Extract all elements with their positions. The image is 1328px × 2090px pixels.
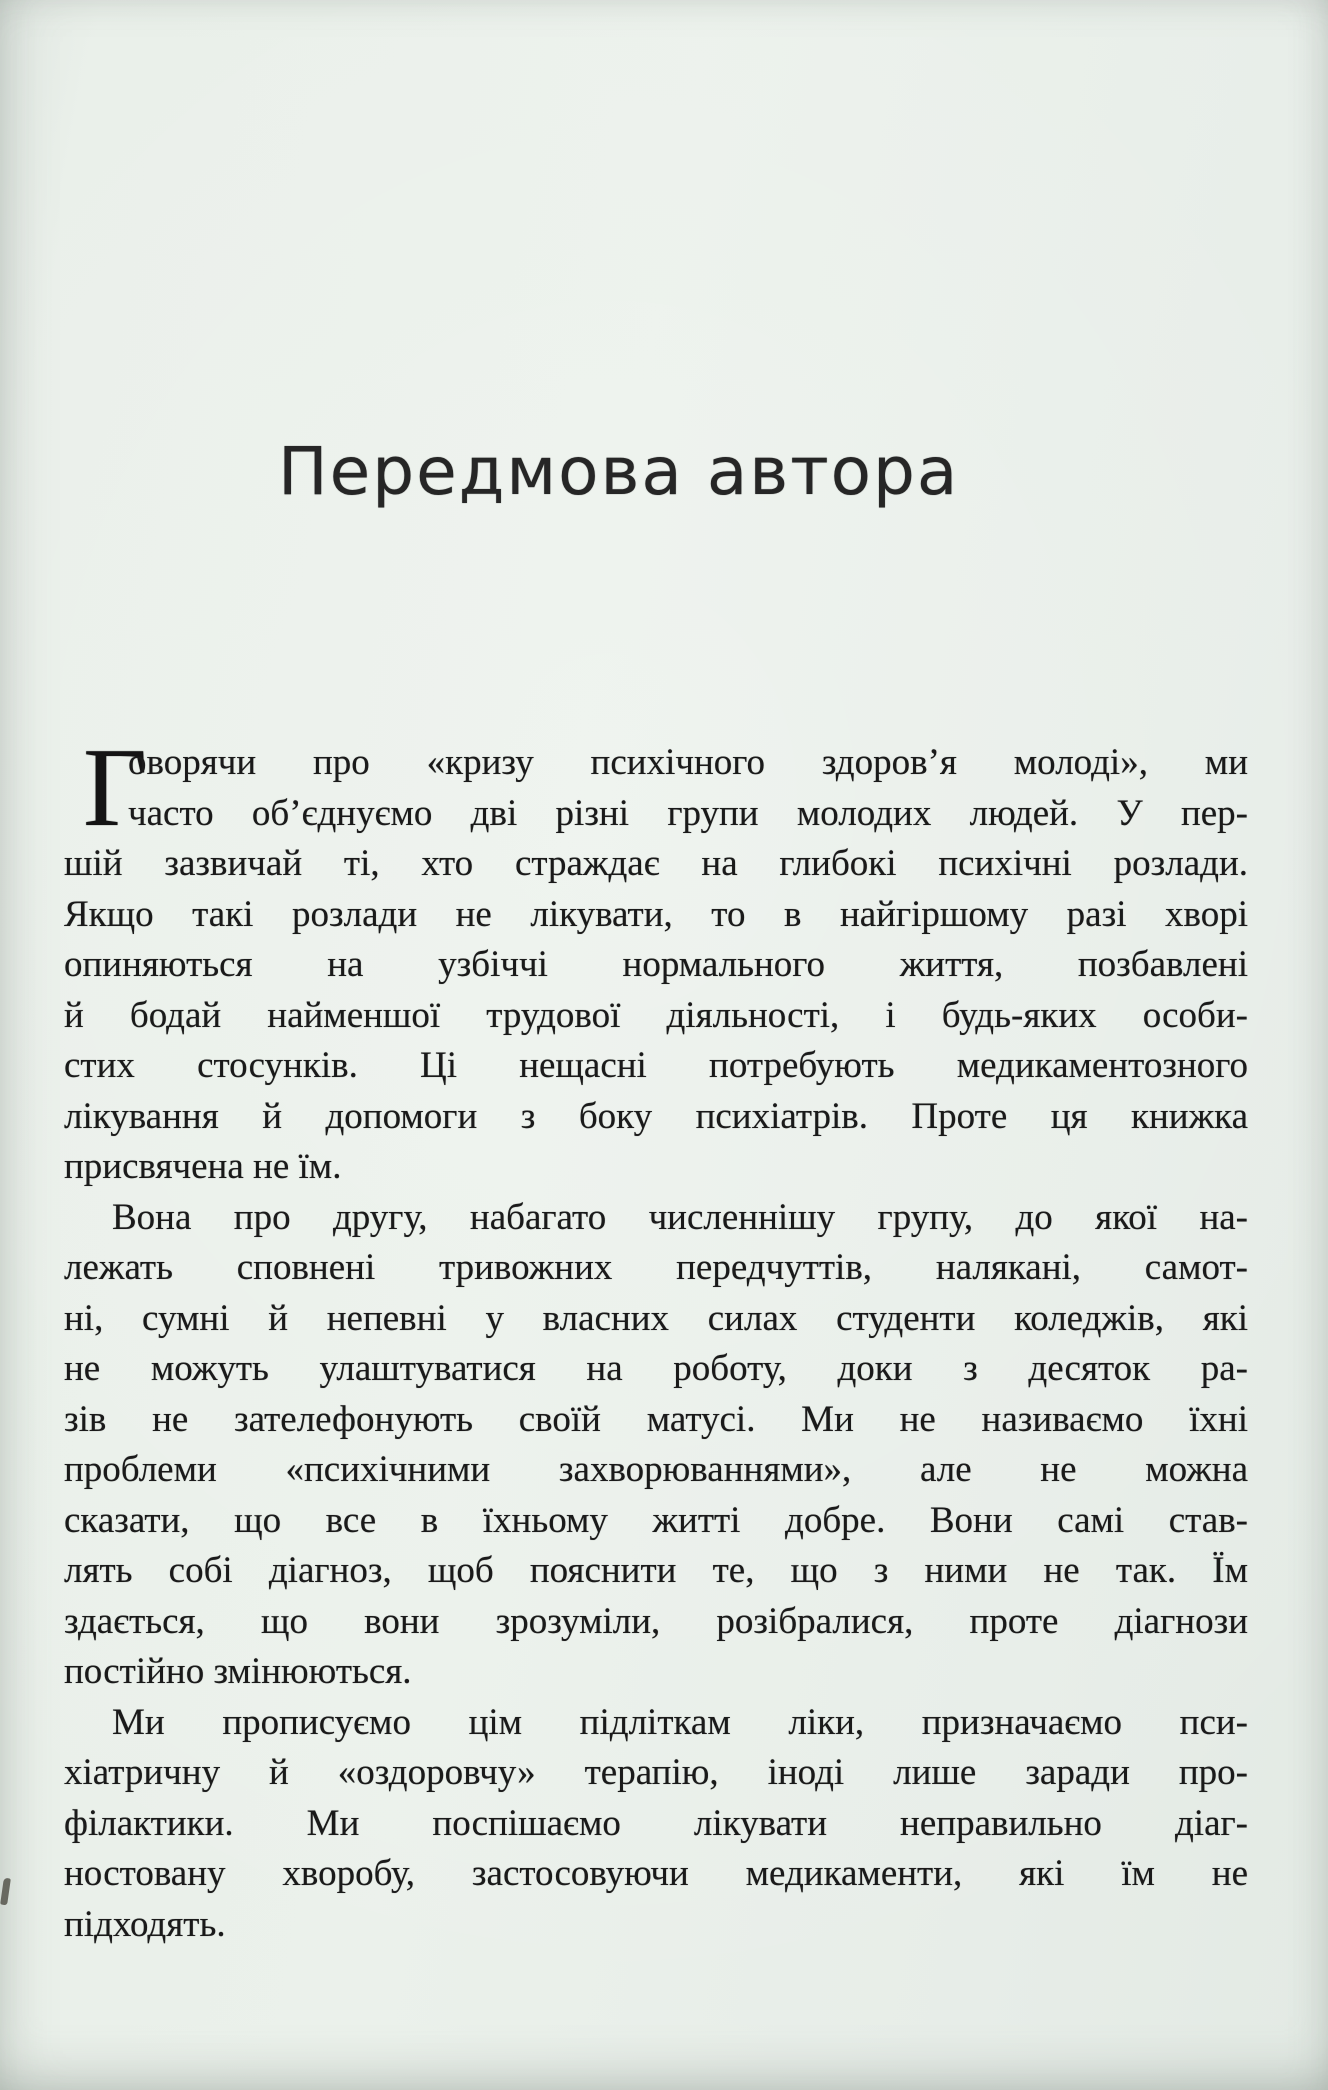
text-line: лежать сповнені тривожних передчуттів, налякані, самот- bbox=[64, 1247, 1248, 1288]
text-line: оворячи про «кризу психічного здоров’я молоді», ми bbox=[128, 742, 1248, 783]
text-line: ні, сумні й непевні у власних силах студенти коледжів, які bbox=[64, 1297, 1248, 1339]
text-line: не можуть улаштуватися на роботу, доки з десяток ра- bbox=[64, 1348, 1248, 1389]
text-line: Вона про другу, набагато численнішу групу, до якої на- bbox=[112, 1196, 1248, 1238]
drop-cap: Г bbox=[83, 726, 148, 850]
body-text bbox=[64, 726, 1248, 1950]
paragraph-3 bbox=[64, 1698, 1248, 1951]
text-line: й бодай найменшої трудової діяльності, і будь-яких особи- bbox=[64, 994, 1248, 1036]
text-line: Ми прописуємо цім підліткам ліки, призначаємо пси- bbox=[112, 1701, 1248, 1743]
text-line: ностовану хворобу, застосовуючи медикаменти, які їм не bbox=[64, 1853, 1248, 1894]
text-line: філактики. Ми поспішаємо лікувати неправильно діаг- bbox=[64, 1802, 1248, 1844]
text-line: хіатричну й «оздоровчу» терапію, іноді лише заради про- bbox=[64, 1752, 1248, 1793]
text-line: лікування й допомоги з боку психіатрів. Проте ця книжка bbox=[64, 1095, 1248, 1137]
text-line: опиняються на узбіччі нормального життя, позбавлені bbox=[64, 944, 1248, 985]
ink-smudge-mark bbox=[0, 1878, 11, 1906]
text-line: підходять. bbox=[64, 1903, 226, 1945]
text-line: Якщо такі розлади не лікувати, то в найгіршому разі хворі bbox=[64, 893, 1248, 935]
text-line: постійно змінюються. bbox=[64, 1651, 412, 1692]
paragraph-2 bbox=[64, 1193, 1248, 1698]
text-line: часто об’єднуємо дві різні групи молодих людей. У пер- bbox=[128, 792, 1248, 834]
paragraph-1 bbox=[64, 726, 1248, 1193]
text-line: шій зазвичай ті, хто страждає на глибокі психічні розлади. bbox=[64, 843, 1248, 884]
text-line: присвячена не їм. bbox=[64, 1146, 342, 1187]
text-line: сказати, що все в їхньому житті добре. Вони самі став- bbox=[64, 1499, 1248, 1541]
page-title: Передмова автора bbox=[278, 433, 960, 510]
text-line: стих стосунків. Ці нещасні потребують медикаментозного bbox=[64, 1045, 1248, 1086]
text-line: проблеми «психічними захворюваннями», але не можна bbox=[64, 1449, 1248, 1490]
text-line: здається, що вони зрозуміли, розібралися, проте діагнози bbox=[64, 1600, 1248, 1642]
text-line: зів не зателефонують своїй матусі. Ми не називаємо їхні bbox=[64, 1398, 1248, 1440]
text-line: лять собі діагноз, щоб пояснити те, що з ними не так. Їм bbox=[64, 1550, 1248, 1591]
